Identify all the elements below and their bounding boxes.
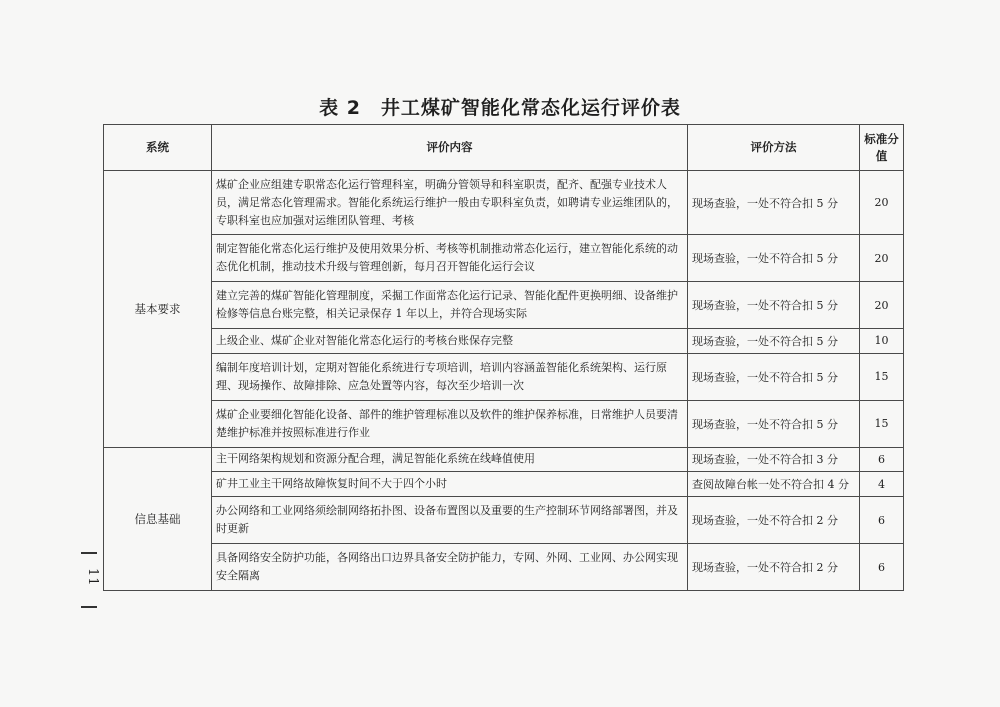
content-cell: 矿井工业主干网络故障恢复时间不大于四个小时 [212,472,688,497]
page-number-dash-top [81,552,97,554]
header-system: 系统 [104,125,212,171]
score-cell: 15 [860,353,904,400]
method-cell: 现场查验，一处不符合扣 3 分 [688,447,860,472]
method-cell: 现场查验，一处不符合扣 5 分 [688,235,860,282]
method-cell: 现场查验，一处不符合扣 5 分 [688,282,860,329]
table-row [104,353,904,400]
header-content: 评价内容 [212,125,688,171]
score-cell: 20 [860,235,904,282]
score-cell: 20 [860,282,904,329]
system-cell-basic: 基本要求 [104,171,212,448]
content-cell: 煤矿企业要细化智能化设备、部件的维护管理标准以及软件的维护保养标准，日常维护人员要清楚维护标准并按照标准进行作业 [212,400,688,447]
table-row [104,329,904,354]
table-header-row [104,125,904,171]
method-cell: 现场查验，一处不符合扣 5 分 [688,400,860,447]
method-cell: 现场查验，一处不符合扣 5 分 [688,353,860,400]
page-number-marker [78,548,100,612]
table-row [104,472,904,497]
method-cell: 现场查验，一处不符合扣 5 分 [688,329,860,354]
content-cell: 建立完善的煤矿智能化管理制度，采掘工作面常态化运行记录、智能化配件更换明细、设备维护检修等信息台账完整，相关记录保存 1 年以上，并符合现场实际 [212,282,688,329]
page-number: 11 [85,568,100,587]
page-number-dash-bottom [81,606,97,608]
table-row [104,171,904,235]
score-cell: 4 [860,472,904,497]
score-cell: 6 [860,447,904,472]
method-cell: 现场查验，一处不符合扣 2 分 [688,544,860,591]
table-row [104,447,904,472]
content-cell: 具备网络安全防护功能，各网络出口边界具备安全防护能力，专网、外网、工业网、办公网实现安全隔离 [212,544,688,591]
content-cell: 上级企业、煤矿企业对智能化常态化运行的考核台账保存完整 [212,329,688,354]
system-cell-info: 信息基础 [104,447,212,590]
table-row [104,282,904,329]
page-title: 表 2 井工煤矿智能化常态化运行评价表 [319,97,681,119]
table-row [104,544,904,591]
method-cell: 现场查验，一处不符合扣 5 分 [688,171,860,235]
header-score: 标准分值 [860,125,904,171]
score-cell: 15 [860,400,904,447]
score-cell: 20 [860,171,904,235]
content-cell: 编制年度培训计划，定期对智能化系统进行专项培训，培训内容涵盖智能化系统架构、运行原理、现场操作、故障排除、应急处置等内容，每次至少培训一次 [212,353,688,400]
table-row [104,400,904,447]
table-row [104,497,904,544]
table-row [104,235,904,282]
content-cell: 主干网络架构规划和资源分配合理，满足智能化系统在线峰值使用 [212,447,688,472]
header-method: 评价方法 [688,125,860,171]
evaluation-table [103,124,904,591]
score-cell: 6 [860,544,904,591]
score-cell: 10 [860,329,904,354]
content-cell: 制定智能化常态化运行维护及使用效果分析、考核等机制推动常态化运行，建立智能化系统的动态优化机制，推动技术升级与管理创新，每月召开智能化运行会议 [212,235,688,282]
content-cell: 办公网络和工业网络须绘制网络拓扑图、设备布置图以及重要的生产控制环节网络部署图，并及时更新 [212,497,688,544]
method-cell: 查阅故障台帐一处不符合扣 4 分 [688,472,860,497]
score-cell: 6 [860,497,904,544]
method-cell: 现场查验，一处不符合扣 2 分 [688,497,860,544]
content-cell: 煤矿企业应组建专职常态化运行管理科室，明确分管领导和科室职责，配齐、配强专业技术人员，满足常态化管理需求。智能化系统运行维护一般由专职科室负责，如聘请专业运维团队的，专职科室也应加强对运维团队管理、考核 [212,171,688,235]
